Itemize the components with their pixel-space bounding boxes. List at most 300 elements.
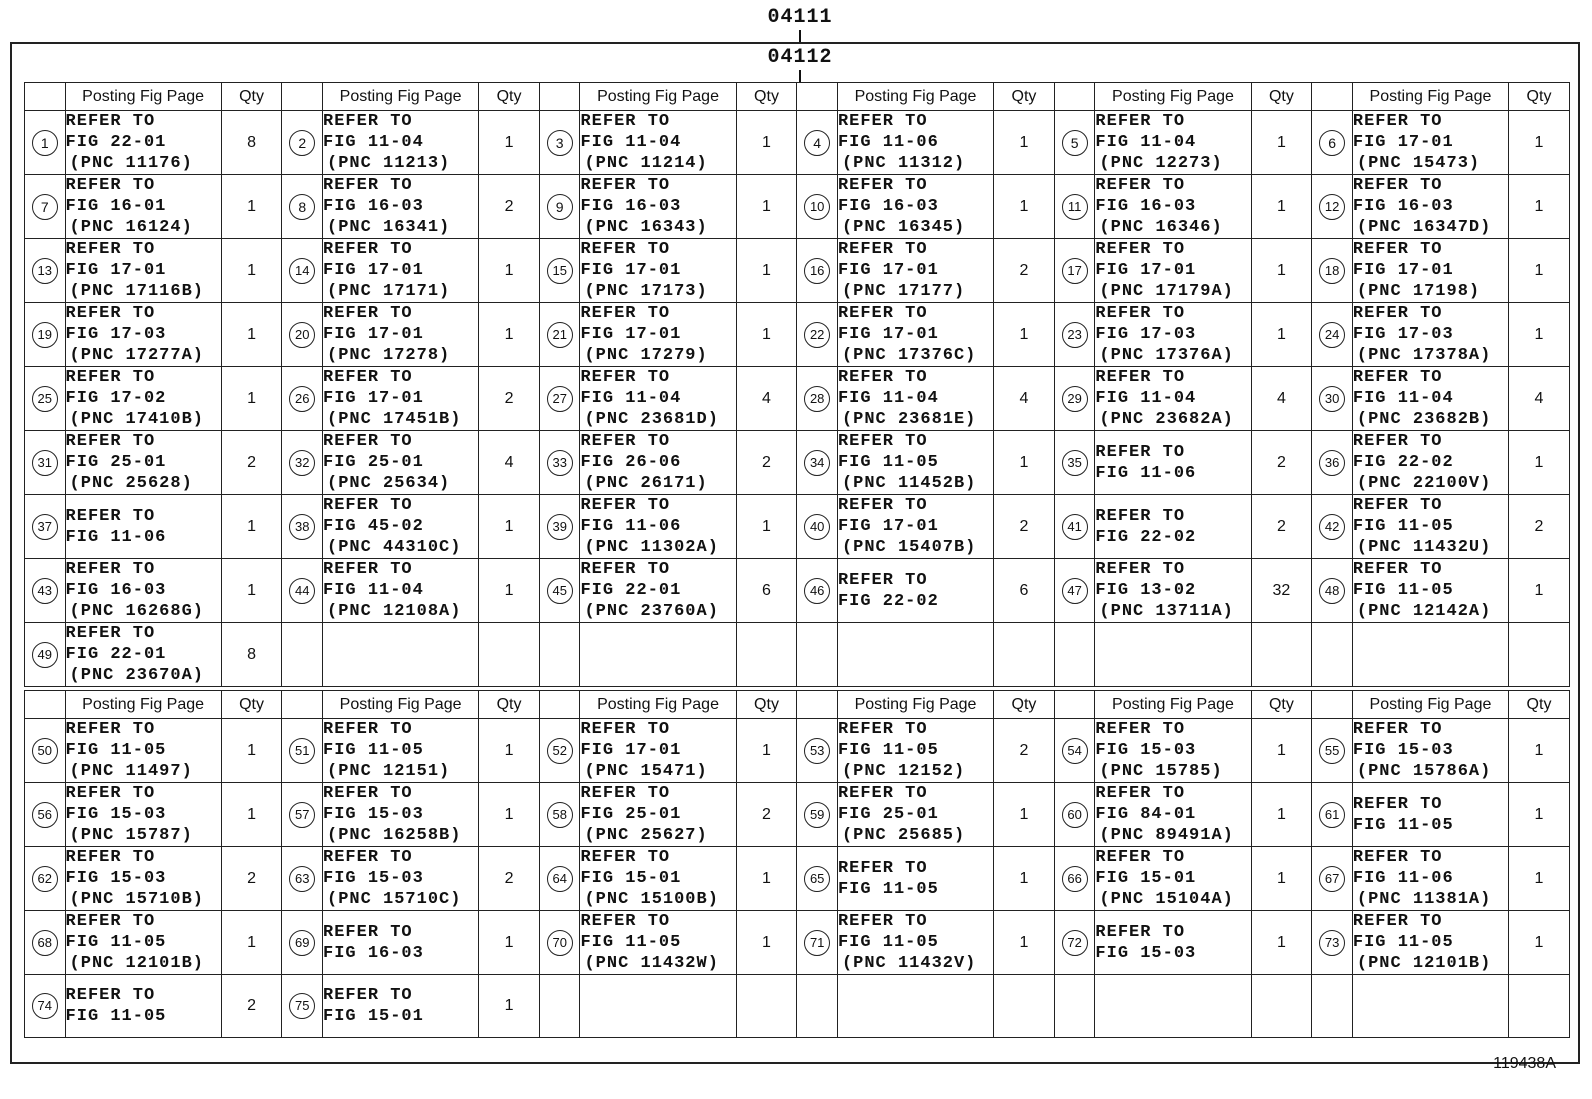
item-number-callout: 32 xyxy=(289,450,315,476)
qty-cell: 2 xyxy=(221,847,282,911)
posting-ref-cell xyxy=(580,239,736,303)
item-number-callout: 40 xyxy=(804,514,830,540)
posting-ref-cell xyxy=(837,239,993,303)
pnc-label: (PNC 15104A) xyxy=(1099,890,1234,909)
pnc-label: (PNC 11381A) xyxy=(1356,890,1492,909)
item-number-cell xyxy=(1054,847,1095,911)
item-number-cell xyxy=(25,847,66,911)
fig-page-label: FIG 11-05 xyxy=(65,741,167,760)
item-number-callout: 72 xyxy=(1062,930,1088,956)
table-row xyxy=(25,239,1570,303)
qty-cell: 1 xyxy=(479,719,540,783)
qty-cell: 1 xyxy=(1509,783,1570,847)
pnc-label: (PNC 12142A) xyxy=(1356,602,1492,621)
item-number-callout: 39 xyxy=(547,514,573,540)
refer-to-label: REFER TO xyxy=(1352,912,1443,931)
item-number-callout: 12 xyxy=(1319,194,1345,220)
refer-to-label: REFER TO xyxy=(1352,496,1443,515)
qty-cell: 1 xyxy=(479,975,540,1038)
item-number-callout: 69 xyxy=(289,930,315,956)
qty-cell: 1 xyxy=(1509,303,1570,367)
posting-ref-cell xyxy=(323,783,479,847)
fig-page-label: FIG 16-03 xyxy=(837,197,939,216)
posting-ref-cell xyxy=(837,495,993,559)
header-qty: Qty xyxy=(1509,83,1570,111)
posting-ref-cell xyxy=(837,367,993,431)
item-number-cell xyxy=(1054,111,1095,175)
item-number-cell xyxy=(282,719,323,783)
fig-page-label: FIG 17-03 xyxy=(1352,325,1454,344)
header-posting-fig-page: Posting Fig Page xyxy=(1095,691,1251,719)
posting-ref-cell xyxy=(580,783,736,847)
refer-to-label: REFER TO xyxy=(65,912,156,931)
refer-to-label: REFER TO xyxy=(837,912,928,931)
fig-page-label: FIG 17-01 xyxy=(1352,133,1454,152)
qty-cell: 8 xyxy=(221,623,282,687)
item-number-cell xyxy=(1312,175,1353,239)
pnc-label: (PNC 17376C) xyxy=(841,346,977,365)
qty-cell xyxy=(479,623,540,687)
fig-page-label: FIG 16-03 xyxy=(323,943,424,963)
refer-to-label: REFER TO xyxy=(1095,922,1186,942)
fig-page-label: FIG 15-03 xyxy=(1095,943,1197,963)
qty-cell: 1 xyxy=(1509,111,1570,175)
item-number-callout: 50 xyxy=(32,738,58,764)
fig-page-label: FIG 11-06 xyxy=(580,517,682,536)
refer-to-label: REFER TO xyxy=(1352,848,1443,867)
header-blank xyxy=(1054,83,1095,111)
item-number-callout: 6 xyxy=(1319,130,1345,156)
item-number-callout: 14 xyxy=(289,258,315,284)
refer-to-label: REFER TO xyxy=(1352,560,1443,579)
pnc-label: (PNC 12108A) xyxy=(327,602,462,621)
item-number-callout: 2 xyxy=(289,130,315,156)
qty-cell: 1 xyxy=(1251,303,1312,367)
item-number-cell xyxy=(1054,783,1095,847)
item-number-callout: 55 xyxy=(1319,738,1345,764)
item-number-cell xyxy=(25,911,66,975)
refer-to-label: REFER TO xyxy=(323,986,413,1005)
posting-ref-cell xyxy=(1352,431,1508,495)
fig-page-label: FIG 11-05 xyxy=(1352,933,1454,952)
item-number-cell xyxy=(1312,495,1353,559)
pnc-label: (PNC 25628) xyxy=(69,474,193,493)
pnc-label: (PNC 11176) xyxy=(69,154,193,173)
header-qty: Qty xyxy=(221,691,282,719)
item-number-cell xyxy=(797,975,838,1038)
header-blank xyxy=(282,83,323,111)
pnc-label: (PNC 16258B) xyxy=(327,826,462,845)
item-number-cell xyxy=(1054,431,1095,495)
item-number-callout: 45 xyxy=(547,578,573,604)
pnc-label: (PNC 17116B) xyxy=(69,282,204,301)
qty-cell: 2 xyxy=(994,495,1055,559)
item-number-cell xyxy=(539,303,580,367)
posting-ref-cell xyxy=(1095,303,1251,367)
qty-cell: 1 xyxy=(1509,719,1570,783)
table-row xyxy=(25,975,1570,1038)
qty-cell: 2 xyxy=(479,847,540,911)
fig-page-label: FIG 25-01 xyxy=(837,805,939,824)
item-number-cell xyxy=(282,367,323,431)
fig-page-label: FIG 15-03 xyxy=(1095,741,1197,760)
posting-ref-cell xyxy=(580,431,736,495)
refer-to-label: REFER TO xyxy=(323,304,413,323)
pnc-label: (PNC 26171) xyxy=(584,474,708,493)
qty-cell xyxy=(1509,975,1570,1038)
fig-page-label: FIG 17-01 xyxy=(323,325,424,344)
posting-ref-cell xyxy=(65,911,221,975)
item-number-cell xyxy=(539,431,580,495)
qty-cell: 6 xyxy=(994,559,1055,623)
parts-table-1 xyxy=(24,82,1570,687)
refer-to-label: REFER TO xyxy=(65,240,156,259)
item-number-callout: 67 xyxy=(1319,866,1345,892)
fig-page-label: FIG 11-04 xyxy=(837,389,939,408)
item-number-cell xyxy=(1054,719,1095,783)
fig-page-label: FIG 11-05 xyxy=(1352,517,1454,536)
item-number-callout: 25 xyxy=(32,386,58,412)
pnc-label: (PNC 17179A) xyxy=(1099,282,1234,301)
qty-cell: 4 xyxy=(1251,367,1312,431)
refer-to-label: REFER TO xyxy=(837,112,928,131)
refer-to-label: REFER TO xyxy=(1095,720,1186,739)
fig-page-label: FIG 15-01 xyxy=(580,869,682,888)
item-number-cell xyxy=(1312,367,1353,431)
pnc-label: (PNC 17198) xyxy=(1356,282,1481,301)
pnc-label: (PNC 23682A) xyxy=(1099,410,1234,429)
qty-cell: 1 xyxy=(994,111,1055,175)
fig-page-label: FIG 17-02 xyxy=(65,389,167,408)
item-number-cell xyxy=(539,623,580,687)
table-row xyxy=(25,367,1570,431)
pnc-label: (PNC 17376A) xyxy=(1099,346,1234,365)
fig-page-label: FIG 11-05 xyxy=(65,1007,167,1026)
item-number-cell xyxy=(797,239,838,303)
posting-ref-cell xyxy=(65,719,221,783)
pnc-label: (PNC 11497) xyxy=(69,762,193,781)
item-number-cell xyxy=(797,367,838,431)
posting-ref-cell xyxy=(837,623,993,687)
pnc-label: (PNC 17451B) xyxy=(327,410,462,429)
posting-ref-cell xyxy=(1352,367,1508,431)
item-number-cell xyxy=(797,303,838,367)
item-number-cell xyxy=(1054,239,1095,303)
item-number-cell xyxy=(25,623,66,687)
refer-to-label: REFER TO xyxy=(323,720,413,739)
header-blank xyxy=(25,691,66,719)
item-number-callout: 57 xyxy=(289,802,315,828)
item-number-callout: 59 xyxy=(804,802,830,828)
item-number-cell xyxy=(25,303,66,367)
qty-cell: 8 xyxy=(221,111,282,175)
refer-to-label: REFER TO xyxy=(837,784,928,803)
item-number-callout: 19 xyxy=(32,322,58,348)
refer-to-label: REFER TO xyxy=(1095,176,1186,195)
posting-ref-cell xyxy=(65,431,221,495)
refer-to-label: REFER TO xyxy=(580,240,671,259)
header-posting-fig-page: Posting Fig Page xyxy=(65,691,221,719)
qty-cell: 1 xyxy=(1509,239,1570,303)
posting-ref-cell xyxy=(580,559,736,623)
pnc-label: (PNC 17278) xyxy=(327,346,451,365)
header-blank xyxy=(539,691,580,719)
qty-cell: 2 xyxy=(994,719,1055,783)
header-posting-fig-page: Posting Fig Page xyxy=(323,83,479,111)
refer-to-label: REFER TO xyxy=(1352,176,1443,195)
fig-page-label: FIG 11-04 xyxy=(323,581,424,600)
refer-to-label: REFER TO xyxy=(580,368,671,387)
qty-cell xyxy=(994,975,1055,1038)
pnc-label: (PNC 11432U) xyxy=(1356,538,1492,557)
item-number-cell xyxy=(539,495,580,559)
item-number-callout: 70 xyxy=(547,930,573,956)
item-number-cell xyxy=(282,847,323,911)
item-number-cell xyxy=(282,783,323,847)
header-qty: Qty xyxy=(479,691,540,719)
qty-cell: 32 xyxy=(1251,559,1312,623)
refer-to-label: REFER TO xyxy=(1095,560,1186,579)
qty-cell: 4 xyxy=(479,431,540,495)
refer-to-label: REFER TO xyxy=(323,432,413,451)
pnc-label: (PNC 16345) xyxy=(841,218,966,237)
fig-page-label: FIG 16-03 xyxy=(1352,197,1454,216)
refer-to-label: REFER TO xyxy=(1095,848,1186,867)
fig-page-label: FIG 25-01 xyxy=(323,453,424,472)
posting-ref-cell xyxy=(1352,911,1508,975)
connector-line-inner xyxy=(799,70,801,82)
pnc-label: (PNC 15710C) xyxy=(327,890,462,909)
fig-page-label: FIG 15-03 xyxy=(1352,741,1454,760)
refer-to-label: REFER TO xyxy=(323,496,413,515)
refer-to-label: REFER TO xyxy=(1352,794,1443,814)
fig-page-label: FIG 22-01 xyxy=(65,645,167,664)
refer-to-label: REFER TO xyxy=(580,112,671,131)
pnc-label: (PNC 17171) xyxy=(327,282,451,301)
pnc-label: (PNC 44310C) xyxy=(327,538,462,557)
figure-id: 119438A xyxy=(1493,1055,1556,1072)
item-number-callout: 56 xyxy=(32,802,58,828)
fig-page-label: FIG 17-01 xyxy=(580,261,682,280)
table-row xyxy=(25,911,1570,975)
fig-page-label: FIG 11-05 xyxy=(65,933,167,952)
posting-ref-cell xyxy=(323,303,479,367)
item-number-cell xyxy=(25,431,66,495)
posting-ref-cell xyxy=(580,111,736,175)
refer-to-label: REFER TO xyxy=(580,784,671,803)
item-number-callout: 28 xyxy=(804,386,830,412)
item-number-callout: 8 xyxy=(289,194,315,220)
posting-ref-cell xyxy=(323,111,479,175)
pnc-label: (PNC 11452B) xyxy=(841,474,977,493)
item-number-callout: 74 xyxy=(32,993,58,1019)
pnc-label: (PNC 12101B) xyxy=(1356,954,1492,973)
item-number-callout: 17 xyxy=(1062,258,1088,284)
item-number-callout: 44 xyxy=(289,578,315,604)
refer-to-label: REFER TO xyxy=(837,176,928,195)
posting-ref-cell xyxy=(65,175,221,239)
pnc-label: (PNC 15471) xyxy=(584,762,708,781)
qty-cell: 1 xyxy=(221,559,282,623)
qty-cell: 1 xyxy=(994,175,1055,239)
qty-cell: 1 xyxy=(994,303,1055,367)
pnc-label: (PNC 16124) xyxy=(69,218,193,237)
refer-to-label: REFER TO xyxy=(65,986,156,1005)
qty-cell: 1 xyxy=(479,111,540,175)
item-number-callout: 71 xyxy=(804,930,830,956)
item-number-cell xyxy=(797,719,838,783)
refer-to-label: REFER TO xyxy=(580,304,671,323)
qty-cell: 1 xyxy=(736,719,797,783)
item-number-cell xyxy=(797,783,838,847)
header-qty: Qty xyxy=(736,691,797,719)
posting-ref-cell xyxy=(1352,239,1508,303)
item-number-callout: 5 xyxy=(1062,130,1088,156)
qty-cell: 2 xyxy=(736,431,797,495)
fig-page-label: FIG 25-01 xyxy=(580,805,682,824)
posting-ref-cell xyxy=(1095,911,1251,975)
pnc-label: (PNC 17173) xyxy=(584,282,708,301)
pnc-label: (PNC 25627) xyxy=(584,826,708,845)
item-number-callout: 18 xyxy=(1319,258,1345,284)
fig-page-label: FIG 15-03 xyxy=(323,805,424,824)
item-number-callout: 34 xyxy=(804,450,830,476)
item-number-cell xyxy=(1312,559,1353,623)
header-blank xyxy=(797,83,838,111)
fig-page-label: FIG 16-03 xyxy=(1095,197,1197,216)
item-number-callout: 33 xyxy=(547,450,573,476)
posting-ref-cell xyxy=(580,367,736,431)
item-number-cell xyxy=(282,431,323,495)
refer-to-label: REFER TO xyxy=(65,720,156,739)
qty-cell: 1 xyxy=(1251,239,1312,303)
item-number-cell xyxy=(1054,367,1095,431)
header-posting-fig-page: Posting Fig Page xyxy=(580,83,736,111)
qty-cell xyxy=(994,623,1055,687)
qty-cell: 1 xyxy=(221,719,282,783)
qty-cell: 1 xyxy=(994,783,1055,847)
table-row xyxy=(25,719,1570,783)
item-number-cell xyxy=(25,559,66,623)
posting-ref-cell xyxy=(1352,623,1508,687)
item-number-cell xyxy=(282,111,323,175)
fig-page-label: FIG 11-05 xyxy=(1352,581,1454,600)
table-row xyxy=(25,783,1570,847)
qty-cell: 1 xyxy=(221,495,282,559)
posting-ref-cell xyxy=(1095,367,1251,431)
item-number-callout: 21 xyxy=(547,322,573,348)
qty-cell: 1 xyxy=(994,847,1055,911)
item-number-callout: 53 xyxy=(804,738,830,764)
item-number-callout: 58 xyxy=(547,802,573,828)
posting-ref-cell xyxy=(837,303,993,367)
header-blank xyxy=(1054,691,1095,719)
item-number-callout: 64 xyxy=(547,866,573,892)
posting-ref-cell xyxy=(1352,847,1508,911)
item-number-cell xyxy=(539,239,580,303)
qty-cell: 2 xyxy=(221,975,282,1038)
item-number-cell xyxy=(1312,911,1353,975)
fig-page-label: FIG 15-01 xyxy=(1095,869,1197,888)
fig-page-label: FIG 11-05 xyxy=(323,741,424,760)
item-number-cell xyxy=(25,239,66,303)
pnc-label: (PNC 15786A) xyxy=(1356,762,1492,781)
pnc-label: (PNC 11213) xyxy=(327,154,451,173)
item-number-callout: 42 xyxy=(1319,514,1345,540)
posting-ref-cell xyxy=(1352,303,1508,367)
posting-ref-cell xyxy=(1352,559,1508,623)
refer-to-label: REFER TO xyxy=(1095,112,1186,131)
item-number-cell xyxy=(1054,495,1095,559)
item-number-callout: 37 xyxy=(32,514,58,540)
fig-page-label: FIG 11-05 xyxy=(837,741,939,760)
item-number-cell xyxy=(282,175,323,239)
pnc-label: (PNC 15407B) xyxy=(841,538,977,557)
fig-page-label: FIG 11-04 xyxy=(1095,133,1197,152)
posting-ref-cell xyxy=(1095,623,1251,687)
pnc-label: (PNC 15100B) xyxy=(584,890,719,909)
header-blank xyxy=(1312,691,1353,719)
item-number-callout: 15 xyxy=(547,258,573,284)
pnc-label: (PNC 23682B) xyxy=(1356,410,1492,429)
qty-cell: 1 xyxy=(221,367,282,431)
fig-page-label: FIG 17-01 xyxy=(65,261,167,280)
posting-ref-cell xyxy=(323,367,479,431)
item-number-cell xyxy=(1312,111,1353,175)
posting-ref-cell xyxy=(580,623,736,687)
item-number-cell xyxy=(25,367,66,431)
header-qty: Qty xyxy=(221,83,282,111)
refer-to-label: REFER TO xyxy=(1095,304,1186,323)
header-qty: Qty xyxy=(479,83,540,111)
item-number-callout: 60 xyxy=(1062,802,1088,828)
refer-to-label: REFER TO xyxy=(65,506,156,526)
posting-ref-cell xyxy=(1352,175,1508,239)
posting-ref-cell xyxy=(580,175,736,239)
refer-to-label: REFER TO xyxy=(65,560,156,579)
pnc-label: (PNC 16347D) xyxy=(1356,218,1492,237)
fig-page-label: FIG 11-04 xyxy=(580,133,682,152)
item-number-cell xyxy=(1312,431,1353,495)
fig-page-label: FIG 11-05 xyxy=(837,879,939,899)
item-number-cell xyxy=(539,975,580,1038)
pnc-label: (PNC 15785) xyxy=(1099,762,1223,781)
item-number-callout: 49 xyxy=(32,642,58,668)
pnc-label: (PNC 11432V) xyxy=(841,954,977,973)
posting-ref-cell xyxy=(323,623,479,687)
item-number-cell xyxy=(25,495,66,559)
item-number-cell xyxy=(539,783,580,847)
qty-cell: 1 xyxy=(221,303,282,367)
posting-ref-cell xyxy=(65,975,221,1038)
qty-cell xyxy=(1251,975,1312,1038)
posting-ref-cell xyxy=(837,719,993,783)
fig-page-label: FIG 16-01 xyxy=(65,197,167,216)
qty-cell: 2 xyxy=(736,783,797,847)
pnc-label: (PNC 25634) xyxy=(327,474,451,493)
item-number-callout: 30 xyxy=(1319,386,1345,412)
qty-cell: 1 xyxy=(736,495,797,559)
posting-ref-cell xyxy=(65,847,221,911)
refer-to-label: REFER TO xyxy=(837,240,928,259)
fig-page-label: FIG 17-01 xyxy=(580,325,682,344)
item-number-cell xyxy=(539,559,580,623)
refer-to-label: REFER TO xyxy=(65,624,156,643)
refer-to-label: REFER TO xyxy=(580,912,671,931)
pnc-label: (PNC 22100V) xyxy=(1356,474,1492,493)
qty-cell: 1 xyxy=(1509,431,1570,495)
qty-cell: 2 xyxy=(1251,495,1312,559)
